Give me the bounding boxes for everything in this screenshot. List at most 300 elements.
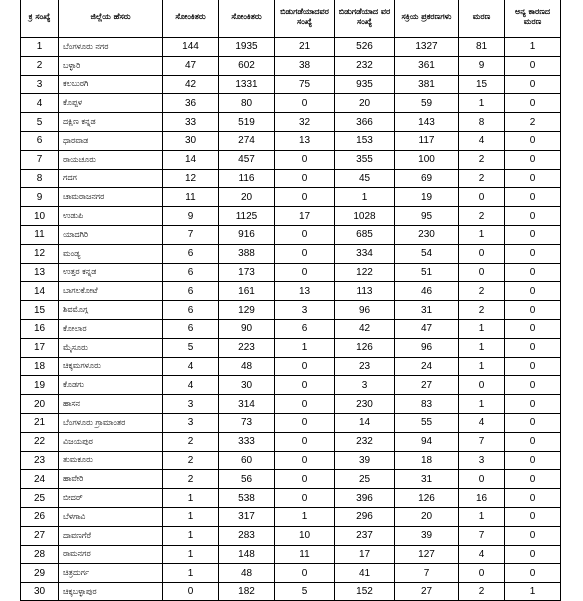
deaths-cell: 1 xyxy=(459,357,505,376)
total-cases-cell: 56 xyxy=(219,470,275,489)
other-deaths-cell: 1 xyxy=(505,38,561,57)
other-deaths-cell: 0 xyxy=(505,507,561,526)
header-new-cases: ಸೋಂಕಿತರು xyxy=(163,0,219,38)
header-active-cases: ಸಕ್ರಿಯ ಪ್ರಕರಣಗಳು xyxy=(395,0,459,38)
deaths-cell: 2 xyxy=(459,282,505,301)
total-cases-cell: 148 xyxy=(219,545,275,564)
active-cases-cell: 31 xyxy=(395,301,459,320)
table-row xyxy=(21,225,561,244)
discharged-today-cell: 0 xyxy=(275,188,335,207)
total-cases-cell: 519 xyxy=(219,113,275,132)
total-discharged-cell: 237 xyxy=(335,526,395,545)
other-deaths-cell: 0 xyxy=(505,131,561,150)
other-deaths-cell: 0 xyxy=(505,470,561,489)
discharged-today-cell: 0 xyxy=(275,225,335,244)
table-row xyxy=(21,319,561,338)
district-cell: ಉಡುಪಿ xyxy=(59,207,163,226)
district-cell: ಬೆಂಗಳೂರು ಗ್ರಾಮಾಂತರ xyxy=(59,413,163,432)
district-cell: ರಾಮನಗರ xyxy=(59,545,163,564)
other-deaths-cell: 0 xyxy=(505,301,561,320)
table-row xyxy=(21,489,561,508)
table-row xyxy=(21,188,561,207)
district-cell: ಯಾದಗಿರಿ xyxy=(59,225,163,244)
active-cases-cell: 96 xyxy=(395,338,459,357)
deaths-cell: 2 xyxy=(459,169,505,188)
other-deaths-cell: 0 xyxy=(505,56,561,75)
header-row xyxy=(21,0,561,38)
discharged-today-cell: 0 xyxy=(275,150,335,169)
district-cell: ಮೈಸೂರು xyxy=(59,338,163,357)
new-cases-cell: 7 xyxy=(163,225,219,244)
total-discharged-cell: 3 xyxy=(335,376,395,395)
new-cases-cell: 33 xyxy=(163,113,219,132)
active-cases-cell: 51 xyxy=(395,263,459,282)
new-cases-cell: 6 xyxy=(163,244,219,263)
total-discharged-cell: 25 xyxy=(335,470,395,489)
table-row xyxy=(21,507,561,526)
district-cell: ಹಾಸನ xyxy=(59,395,163,414)
total-discharged-cell: 366 xyxy=(335,113,395,132)
district-cell: ರಾಯಚೂರು xyxy=(59,150,163,169)
total-cases-cell: 73 xyxy=(219,413,275,432)
discharged-today-cell: 17 xyxy=(275,207,335,226)
deaths-cell: 1 xyxy=(459,338,505,357)
table-row xyxy=(21,432,561,451)
deaths-cell: 4 xyxy=(459,545,505,564)
discharged-today-cell: 0 xyxy=(275,357,335,376)
active-cases-cell: 381 xyxy=(395,75,459,94)
active-cases-cell: 20 xyxy=(395,507,459,526)
table-row xyxy=(21,545,561,564)
other-deaths-cell: 0 xyxy=(505,338,561,357)
new-cases-cell: 0 xyxy=(163,583,219,601)
deaths-cell: 2 xyxy=(459,150,505,169)
new-cases-cell: 1 xyxy=(163,545,219,564)
total-cases-cell: 1935 xyxy=(219,38,275,57)
total-discharged-cell: 96 xyxy=(335,301,395,320)
serial-cell: 14 xyxy=(21,282,59,301)
total-cases-cell: 20 xyxy=(219,188,275,207)
serial-cell: 9 xyxy=(21,188,59,207)
new-cases-cell: 6 xyxy=(163,282,219,301)
deaths-cell: 0 xyxy=(459,470,505,489)
deaths-cell: 15 xyxy=(459,75,505,94)
district-cell: ಗದಗ xyxy=(59,169,163,188)
total-cases-cell: 333 xyxy=(219,432,275,451)
active-cases-cell: 83 xyxy=(395,395,459,414)
new-cases-cell: 47 xyxy=(163,56,219,75)
total-cases-cell: 129 xyxy=(219,301,275,320)
district-cell: ಧಾರವಾಡ xyxy=(59,131,163,150)
other-deaths-cell: 0 xyxy=(505,545,561,564)
district-cell: ಶಿವಮೊಗ್ಗ xyxy=(59,301,163,320)
deaths-cell: 1 xyxy=(459,225,505,244)
new-cases-cell: 5 xyxy=(163,338,219,357)
total-discharged-cell: 935 xyxy=(335,75,395,94)
other-deaths-cell: 0 xyxy=(505,263,561,282)
serial-cell: 28 xyxy=(21,545,59,564)
total-discharged-cell: 1 xyxy=(335,188,395,207)
deaths-cell: 2 xyxy=(459,583,505,601)
serial-cell: 26 xyxy=(21,507,59,526)
total-cases-cell: 538 xyxy=(219,489,275,508)
other-deaths-cell: 0 xyxy=(505,413,561,432)
serial-cell: 10 xyxy=(21,207,59,226)
new-cases-cell: 1 xyxy=(163,526,219,545)
other-deaths-cell: 0 xyxy=(505,395,561,414)
deaths-cell: 81 xyxy=(459,38,505,57)
discharged-today-cell: 0 xyxy=(275,470,335,489)
deaths-cell: 4 xyxy=(459,131,505,150)
table-row xyxy=(21,338,561,357)
discharged-today-cell: 38 xyxy=(275,56,335,75)
serial-cell: 18 xyxy=(21,357,59,376)
new-cases-cell: 11 xyxy=(163,188,219,207)
total-cases-cell: 283 xyxy=(219,526,275,545)
active-cases-cell: 7 xyxy=(395,564,459,583)
table-body xyxy=(21,38,561,601)
header-total-cases: ಸೋಂಕಿತರು xyxy=(219,0,275,38)
deaths-cell: 2 xyxy=(459,301,505,320)
new-cases-cell: 36 xyxy=(163,94,219,113)
total-cases-cell: 388 xyxy=(219,244,275,263)
discharged-today-cell: 0 xyxy=(275,451,335,470)
serial-cell: 15 xyxy=(21,301,59,320)
deaths-cell: 1 xyxy=(459,319,505,338)
district-cell: ತುಮಕೂರು xyxy=(59,451,163,470)
district-cell: ಕಲಬುರಗಿ xyxy=(59,75,163,94)
serial-cell: 29 xyxy=(21,564,59,583)
total-discharged-cell: 113 xyxy=(335,282,395,301)
discharged-today-cell: 13 xyxy=(275,131,335,150)
district-covid-table xyxy=(20,0,561,601)
deaths-cell: 0 xyxy=(459,263,505,282)
table-row xyxy=(21,451,561,470)
deaths-cell: 0 xyxy=(459,564,505,583)
active-cases-cell: 27 xyxy=(395,376,459,395)
total-discharged-cell: 152 xyxy=(335,583,395,601)
active-cases-cell: 46 xyxy=(395,282,459,301)
deaths-cell: 7 xyxy=(459,432,505,451)
other-deaths-cell: 0 xyxy=(505,357,561,376)
discharged-today-cell: 0 xyxy=(275,244,335,263)
total-discharged-cell: 296 xyxy=(335,507,395,526)
active-cases-cell: 27 xyxy=(395,583,459,601)
discharged-today-cell: 6 xyxy=(275,319,335,338)
table-row xyxy=(21,150,561,169)
total-cases-cell: 314 xyxy=(219,395,275,414)
discharged-today-cell: 0 xyxy=(275,413,335,432)
total-cases-cell: 223 xyxy=(219,338,275,357)
discharged-today-cell: 0 xyxy=(275,263,335,282)
table-row xyxy=(21,75,561,94)
total-discharged-cell: 526 xyxy=(335,38,395,57)
total-cases-cell: 317 xyxy=(219,507,275,526)
district-cell: ಚಿತ್ರದುರ್ಗ xyxy=(59,564,163,583)
discharged-today-cell: 11 xyxy=(275,545,335,564)
total-cases-cell: 173 xyxy=(219,263,275,282)
total-discharged-cell: 20 xyxy=(335,94,395,113)
serial-cell: 27 xyxy=(21,526,59,545)
new-cases-cell: 4 xyxy=(163,357,219,376)
total-discharged-cell: 232 xyxy=(335,432,395,451)
active-cases-cell: 95 xyxy=(395,207,459,226)
new-cases-cell: 3 xyxy=(163,413,219,432)
active-cases-cell: 69 xyxy=(395,169,459,188)
serial-cell: 17 xyxy=(21,338,59,357)
serial-cell: 13 xyxy=(21,263,59,282)
district-cell: ಚಿಕ್ಕಬಳ್ಳಾಪುರ xyxy=(59,583,163,601)
total-discharged-cell: 45 xyxy=(335,169,395,188)
deaths-cell: 16 xyxy=(459,489,505,508)
district-cell: ವಿಜಯಪುರ xyxy=(59,432,163,451)
serial-cell: 11 xyxy=(21,225,59,244)
discharged-today-cell: 13 xyxy=(275,282,335,301)
discharged-today-cell: 1 xyxy=(275,338,335,357)
active-cases-cell: 1327 xyxy=(395,38,459,57)
district-cell: ದಾವಣಗೆರೆ xyxy=(59,526,163,545)
new-cases-cell: 2 xyxy=(163,432,219,451)
district-cell: ಹಾವೇರಿ xyxy=(59,470,163,489)
serial-cell: 23 xyxy=(21,451,59,470)
active-cases-cell: 39 xyxy=(395,526,459,545)
new-cases-cell: 30 xyxy=(163,131,219,150)
other-deaths-cell: 0 xyxy=(505,150,561,169)
new-cases-cell: 12 xyxy=(163,169,219,188)
table-row xyxy=(21,94,561,113)
new-cases-cell: 4 xyxy=(163,376,219,395)
total-discharged-cell: 126 xyxy=(335,338,395,357)
discharged-today-cell: 21 xyxy=(275,38,335,57)
active-cases-cell: 127 xyxy=(395,545,459,564)
total-cases-cell: 1125 xyxy=(219,207,275,226)
total-discharged-cell: 23 xyxy=(335,357,395,376)
other-deaths-cell: 0 xyxy=(505,432,561,451)
total-cases-cell: 48 xyxy=(219,564,275,583)
other-deaths-cell: 0 xyxy=(505,75,561,94)
active-cases-cell: 143 xyxy=(395,113,459,132)
table-row xyxy=(21,395,561,414)
serial-cell: 16 xyxy=(21,319,59,338)
table-row xyxy=(21,131,561,150)
new-cases-cell: 6 xyxy=(163,319,219,338)
deaths-cell: 1 xyxy=(459,94,505,113)
table-row xyxy=(21,357,561,376)
serial-cell: 1 xyxy=(21,38,59,57)
deaths-cell: 4 xyxy=(459,413,505,432)
discharged-today-cell: 0 xyxy=(275,376,335,395)
total-discharged-cell: 17 xyxy=(335,545,395,564)
district-cell: ಕೊಡಗು xyxy=(59,376,163,395)
other-deaths-cell: 0 xyxy=(505,526,561,545)
other-deaths-cell: 0 xyxy=(505,564,561,583)
table-row xyxy=(21,301,561,320)
header-total-discharged: ಬಿಡುಗಡೆಯಾದ ವರ ಸಂಖ್ಯೆ xyxy=(335,0,395,38)
header-serial-no: ಕ್ರ ಸಂಖ್ಯೆ xyxy=(21,0,59,38)
table-row xyxy=(21,376,561,395)
table-row xyxy=(21,583,561,601)
table-row xyxy=(21,38,561,57)
district-cell: ಕೊಪ್ಪಳ xyxy=(59,94,163,113)
other-deaths-cell: 0 xyxy=(505,282,561,301)
new-cases-cell: 144 xyxy=(163,38,219,57)
table-row xyxy=(21,169,561,188)
active-cases-cell: 117 xyxy=(395,131,459,150)
total-cases-cell: 182 xyxy=(219,583,275,601)
discharged-today-cell: 0 xyxy=(275,94,335,113)
new-cases-cell: 1 xyxy=(163,507,219,526)
district-cell: ಚಿಕ್ಕಮಗಳೂರು xyxy=(59,357,163,376)
total-cases-cell: 1331 xyxy=(219,75,275,94)
new-cases-cell: 42 xyxy=(163,75,219,94)
table-row xyxy=(21,207,561,226)
discharged-today-cell: 0 xyxy=(275,564,335,583)
serial-cell: 25 xyxy=(21,489,59,508)
total-cases-cell: 274 xyxy=(219,131,275,150)
other-deaths-cell: 0 xyxy=(505,489,561,508)
deaths-cell: 3 xyxy=(459,451,505,470)
district-cell: ಕೋಲಾರ xyxy=(59,319,163,338)
district-cell: ಬೆಂಗಳೂರು ನಗರ xyxy=(59,38,163,57)
new-cases-cell: 6 xyxy=(163,263,219,282)
total-cases-cell: 30 xyxy=(219,376,275,395)
active-cases-cell: 100 xyxy=(395,150,459,169)
discharged-today-cell: 1 xyxy=(275,507,335,526)
other-deaths-cell: 0 xyxy=(505,376,561,395)
header-discharged-today: ಬಿಡುಗಡೆಯಾದವರ ಸಂಖ್ಯೆ xyxy=(275,0,335,38)
header-deaths: ಮರಣ xyxy=(459,0,505,38)
active-cases-cell: 55 xyxy=(395,413,459,432)
serial-cell: 4 xyxy=(21,94,59,113)
serial-cell: 5 xyxy=(21,113,59,132)
deaths-cell: 9 xyxy=(459,56,505,75)
total-discharged-cell: 153 xyxy=(335,131,395,150)
table-row xyxy=(21,470,561,489)
header-district-name: ಜಿಲ್ಲೆಯ ಹೆಸರು xyxy=(59,0,163,38)
total-cases-cell: 48 xyxy=(219,357,275,376)
total-discharged-cell: 42 xyxy=(335,319,395,338)
total-discharged-cell: 232 xyxy=(335,56,395,75)
new-cases-cell: 6 xyxy=(163,301,219,320)
other-deaths-cell: 0 xyxy=(505,244,561,263)
total-discharged-cell: 396 xyxy=(335,489,395,508)
active-cases-cell: 24 xyxy=(395,357,459,376)
total-discharged-cell: 1028 xyxy=(335,207,395,226)
other-deaths-cell: 2 xyxy=(505,113,561,132)
active-cases-cell: 47 xyxy=(395,319,459,338)
discharged-today-cell: 0 xyxy=(275,432,335,451)
district-cell: ಬೀದರ್ xyxy=(59,489,163,508)
serial-cell: 19 xyxy=(21,376,59,395)
total-cases-cell: 161 xyxy=(219,282,275,301)
active-cases-cell: 31 xyxy=(395,470,459,489)
table-row xyxy=(21,244,561,263)
new-cases-cell: 3 xyxy=(163,395,219,414)
table-row xyxy=(21,282,561,301)
new-cases-cell: 2 xyxy=(163,451,219,470)
discharged-today-cell: 75 xyxy=(275,75,335,94)
deaths-cell: 2 xyxy=(459,207,505,226)
other-deaths-cell: 0 xyxy=(505,188,561,207)
total-discharged-cell: 685 xyxy=(335,225,395,244)
serial-cell: 22 xyxy=(21,432,59,451)
serial-cell: 21 xyxy=(21,413,59,432)
deaths-cell: 0 xyxy=(459,244,505,263)
table-row xyxy=(21,263,561,282)
district-cell: ಚಾಮರಾಜನಗರ xyxy=(59,188,163,207)
serial-cell: 8 xyxy=(21,169,59,188)
total-discharged-cell: 122 xyxy=(335,263,395,282)
active-cases-cell: 230 xyxy=(395,225,459,244)
active-cases-cell: 361 xyxy=(395,56,459,75)
new-cases-cell: 14 xyxy=(163,150,219,169)
active-cases-cell: 126 xyxy=(395,489,459,508)
district-cell: ಮಂಡ್ಯ xyxy=(59,244,163,263)
deaths-cell: 8 xyxy=(459,113,505,132)
total-discharged-cell: 41 xyxy=(335,564,395,583)
deaths-cell: 1 xyxy=(459,395,505,414)
deaths-cell: 7 xyxy=(459,526,505,545)
new-cases-cell: 1 xyxy=(163,489,219,508)
other-deaths-cell: 0 xyxy=(505,451,561,470)
new-cases-cell: 1 xyxy=(163,564,219,583)
other-deaths-cell: 0 xyxy=(505,225,561,244)
discharged-today-cell: 5 xyxy=(275,583,335,601)
district-cell: ಬಾಗಲಕೋಟೆ xyxy=(59,282,163,301)
district-cell: ಬೆಳಗಾವಿ xyxy=(59,507,163,526)
discharged-today-cell: 0 xyxy=(275,169,335,188)
serial-cell: 7 xyxy=(21,150,59,169)
active-cases-cell: 94 xyxy=(395,432,459,451)
total-cases-cell: 90 xyxy=(219,319,275,338)
total-cases-cell: 602 xyxy=(219,56,275,75)
total-cases-cell: 80 xyxy=(219,94,275,113)
total-discharged-cell: 14 xyxy=(335,413,395,432)
table-header xyxy=(21,0,561,38)
serial-cell: 24 xyxy=(21,470,59,489)
serial-cell: 3 xyxy=(21,75,59,94)
total-discharged-cell: 39 xyxy=(335,451,395,470)
total-cases-cell: 116 xyxy=(219,169,275,188)
header-other-cause-deaths: ಅನ್ಯ ಕಾರಣದ ಮರಣ xyxy=(505,0,561,38)
total-cases-cell: 457 xyxy=(219,150,275,169)
deaths-cell: 0 xyxy=(459,376,505,395)
table-row xyxy=(21,526,561,545)
total-discharged-cell: 230 xyxy=(335,395,395,414)
total-discharged-cell: 334 xyxy=(335,244,395,263)
deaths-cell: 1 xyxy=(459,507,505,526)
other-deaths-cell: 1 xyxy=(505,583,561,601)
discharged-today-cell: 10 xyxy=(275,526,335,545)
new-cases-cell: 2 xyxy=(163,470,219,489)
other-deaths-cell: 0 xyxy=(505,94,561,113)
other-deaths-cell: 0 xyxy=(505,207,561,226)
active-cases-cell: 59 xyxy=(395,94,459,113)
district-cell: ಉತ್ತರ ಕನ್ನಡ xyxy=(59,263,163,282)
table-row xyxy=(21,113,561,132)
discharged-today-cell: 0 xyxy=(275,489,335,508)
serial-cell: 30 xyxy=(21,583,59,601)
serial-cell: 2 xyxy=(21,56,59,75)
active-cases-cell: 54 xyxy=(395,244,459,263)
other-deaths-cell: 0 xyxy=(505,319,561,338)
table-row xyxy=(21,413,561,432)
discharged-today-cell: 32 xyxy=(275,113,335,132)
table-row xyxy=(21,564,561,583)
discharged-today-cell: 0 xyxy=(275,395,335,414)
active-cases-cell: 18 xyxy=(395,451,459,470)
active-cases-cell: 19 xyxy=(395,188,459,207)
